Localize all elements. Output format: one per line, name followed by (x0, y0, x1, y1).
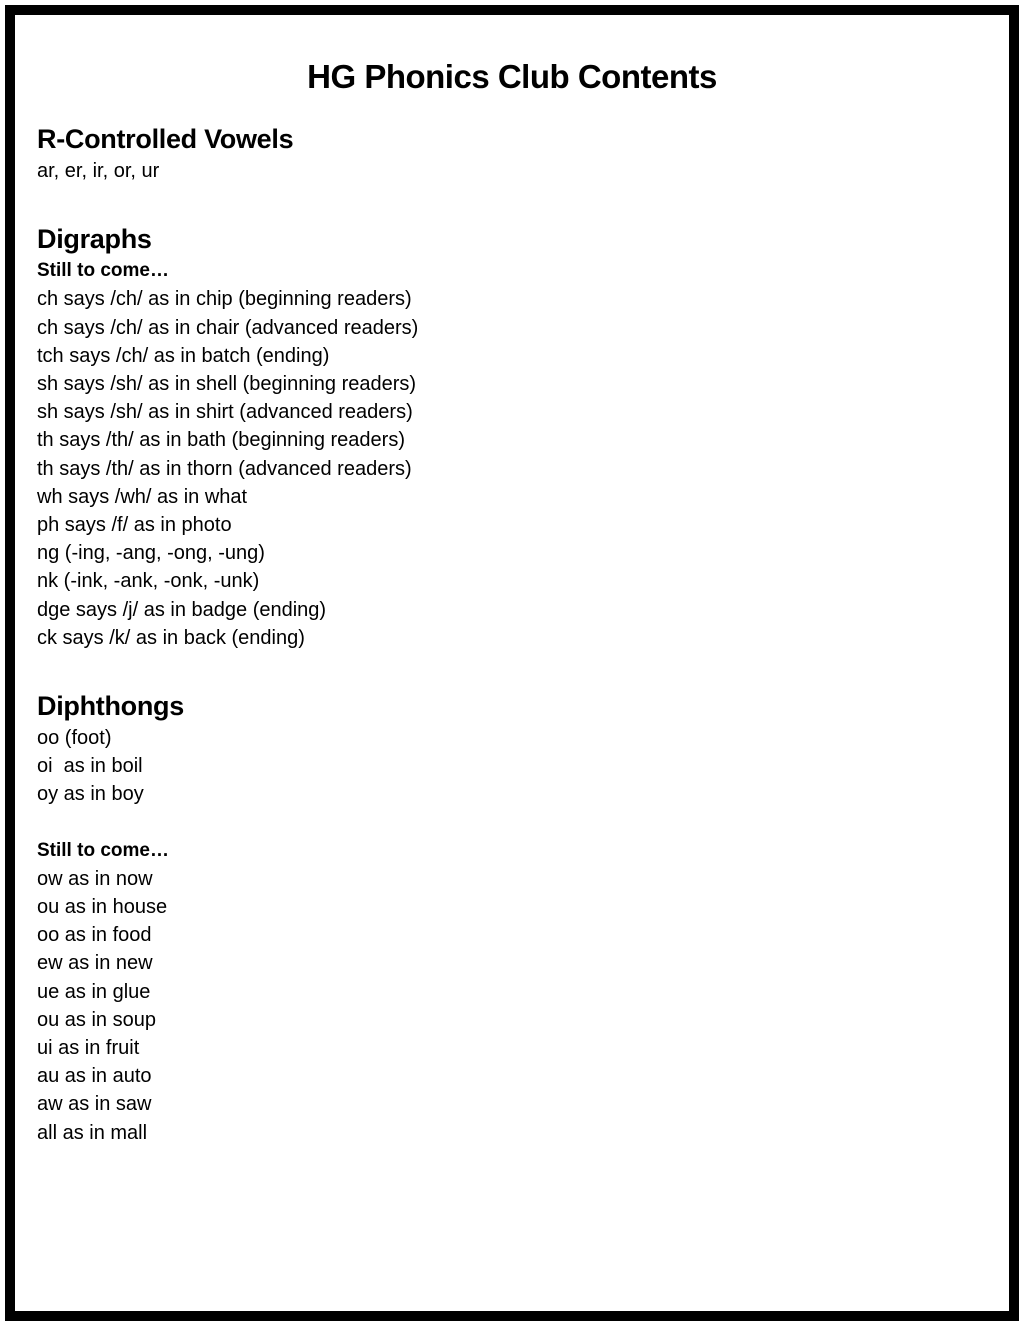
list-item: ui as in fruit (37, 1037, 140, 1060)
list-item: th says /th/ as in thorn (advanced readers) (37, 457, 412, 480)
list-item: ch says /ch/ as in chip (beginning readers) (37, 288, 412, 311)
subheading-still-to-come: Still to come… (37, 839, 169, 861)
contents-body (37, 121, 937, 1147)
spacer (37, 185, 937, 221)
list-item: ew as in new (37, 952, 153, 975)
page-frame (5, 5, 1019, 1321)
digraphs-list (37, 285, 937, 652)
list-item: oy as in boy (37, 783, 144, 806)
list-item: ck says /k/ as in back (ending) (37, 626, 305, 649)
list-item: ue as in glue (37, 980, 151, 1003)
spacer (37, 652, 937, 688)
r-controlled-list (37, 157, 937, 185)
list-item: ng (-ing, -ang, -ong, -ung) (37, 542, 265, 565)
list-item: ou as in soup (37, 1008, 156, 1031)
diphthongs-list (37, 724, 937, 809)
section-heading-digraphs: Digraphs (37, 224, 152, 255)
list-item: oi as in boil (37, 755, 143, 778)
list-item: ph says /f/ as in photo (37, 514, 232, 537)
list-item: nk (-ink, -ank, -onk, -unk) (37, 570, 260, 593)
list-item: dge says /j/ as in badge (ending) (37, 598, 327, 621)
list-item: au as in auto (37, 1065, 152, 1088)
subheading-still-to-come: Still to come… (37, 260, 169, 282)
section-heading-diphthongs: Diphthongs (37, 691, 184, 722)
list-item: sh says /sh/ as in shell (beginning readers) (37, 373, 417, 396)
list-item: ch says /ch/ as in chair (advanced readers) (37, 316, 419, 339)
section-r-controlled-vowels (37, 121, 937, 185)
section-diphthongs (37, 688, 937, 1147)
list-item: th says /th/ as in bath (beginning readers) (37, 429, 405, 452)
list-item: oo as in food (37, 924, 152, 947)
list-item: ow as in now (37, 867, 153, 890)
list-item: all as in mall (37, 1121, 148, 1144)
list-item: ar, er, ir, or, ur (37, 160, 160, 182)
list-item: wh says /wh/ as in what (37, 485, 248, 508)
list-item: aw as in saw (37, 1093, 152, 1116)
list-item: oo (foot) (37, 727, 112, 750)
section-heading-r-controlled: R-Controlled Vowels (37, 124, 294, 154)
spacer (37, 809, 937, 837)
list-item: sh says /sh/ as in shirt (advanced readers) (37, 401, 413, 424)
list-item: tch says /ch/ as in batch (ending) (37, 344, 330, 367)
page-title: HG Phonics Club Contents (307, 58, 717, 95)
diphthongs-upcoming-list (37, 865, 937, 1147)
section-digraphs (37, 221, 937, 652)
list-item: ou as in house (37, 896, 168, 919)
